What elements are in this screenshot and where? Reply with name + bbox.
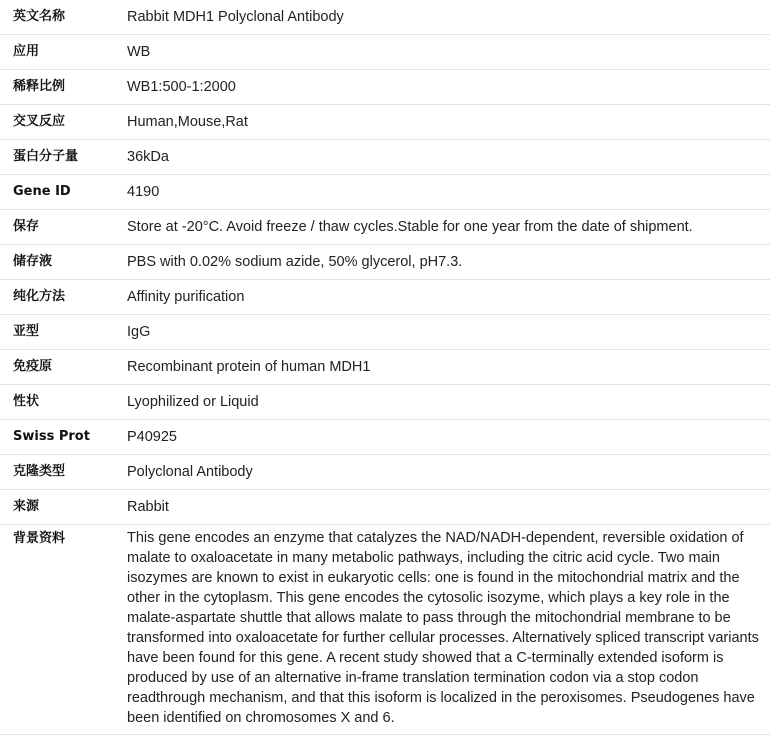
row-label: 克隆类型 (0, 455, 126, 490)
row-swiss-prot (0, 420, 770, 455)
row-value: Affinity purification (126, 280, 770, 315)
row-label: Swiss Prot (0, 420, 126, 455)
row-background (0, 525, 770, 735)
row-value: Lyophilized or Liquid (126, 385, 770, 420)
row-value: Rabbit MDH1 Polyclonal Antibody (126, 0, 770, 35)
row-value: Human,Mouse,Rat (126, 105, 770, 140)
row-value: WB (126, 35, 770, 70)
row-dilution (0, 70, 770, 105)
row-label: 保存 (0, 210, 126, 245)
row-label: 性状 (0, 385, 126, 420)
row-value: Store at -20°C. Avoid freeze / thaw cycles.Stable for one year from the date of shipment. (126, 210, 770, 245)
row-immunogen (0, 350, 770, 385)
row-value: 4190 (126, 175, 770, 210)
row-gene-id (0, 175, 770, 210)
row-purification (0, 280, 770, 315)
row-value: Recombinant protein of human MDH1 (126, 350, 770, 385)
row-label: 交叉反应 (0, 105, 126, 140)
row-value: Rabbit (126, 490, 770, 525)
row-value: P40925 (126, 420, 770, 455)
row-value: WB1:500-1:2000 (126, 70, 770, 105)
row-value: PBS with 0.02% sodium azide, 50% glycerol, pH7.3. (126, 245, 770, 280)
row-label: 英文名称 (0, 0, 126, 35)
row-application (0, 35, 770, 70)
row-value: IgG (126, 315, 770, 350)
row-storage-buffer (0, 245, 770, 280)
row-clonality (0, 455, 770, 490)
row-label: 蛋白分子量 (0, 140, 126, 175)
row-label: 亚型 (0, 315, 126, 350)
row-storage (0, 210, 770, 245)
row-form (0, 385, 770, 420)
row-label: 背景资料 (0, 525, 126, 735)
row-label: 来源 (0, 490, 126, 525)
row-label: 稀释比例 (0, 70, 126, 105)
row-label: Gene ID (0, 175, 126, 210)
row-host (0, 490, 770, 525)
background-text: This gene encodes an enzyme that catalyzes the NAD/NADH-dependent, reversible oxidation of malate to oxaloacetate in many metabolic pathways, including the citric acid cycle. Two main isozymes are known to exist in eukaryotic cells: one is found in the mitochondrial matrix and the other in the cytoplasm. This gene encodes the cytosolic isozyme, which plays a key role in the malate-aspartate shuttle that allows malate to pass through the mitochondrial membrane to be transformed into oxaloacetate for further cellular processes. Alternatively spliced transcript variants have been found for this gene. A recent study showed that a C-terminally extended isoform is produced by use of an alternative in-frame translation termination codon via a stop codon readthrough mechanism, and that this isoform is localized in the peroxisomes. Pseudogenes have been identified on chromosomes X and 6. (126, 525, 770, 735)
row-molecular-weight (0, 140, 770, 175)
row-cross-reactivity (0, 105, 770, 140)
row-label: 纯化方法 (0, 280, 126, 315)
row-isotype (0, 315, 770, 350)
row-value: 36kDa (126, 140, 770, 175)
row-value: Polyclonal Antibody (126, 455, 770, 490)
row-label: 应用 (0, 35, 126, 70)
row-label: 免疫原 (0, 350, 126, 385)
row-english-name (0, 0, 770, 35)
row-label: 储存液 (0, 245, 126, 280)
